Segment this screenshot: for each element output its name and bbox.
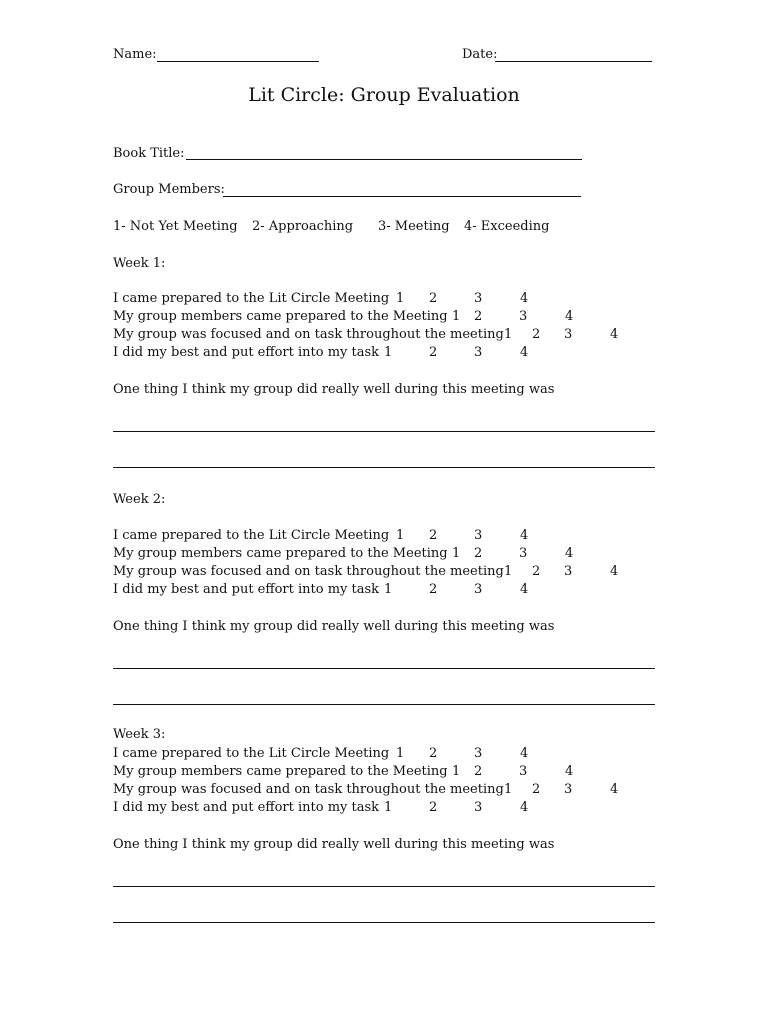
week-3-effort-rating-3[interactable]: 3 — [474, 800, 483, 815]
week-1-effort-rating-1[interactable]: 1 — [384, 345, 393, 360]
week-3-members-rating-2[interactable]: 2 — [474, 764, 483, 779]
week-1-prepared-rating-3[interactable]: 3 — [474, 291, 483, 306]
week-1-focused-rating-4[interactable]: 4 — [610, 327, 619, 342]
week-2-statement-effort: I did my best and put effort into my task — [113, 582, 380, 597]
week-3-answer-line-2[interactable] — [113, 922, 655, 923]
week-3-prepared-rating-4[interactable]: 4 — [520, 746, 529, 761]
week-1-focused-rating-2[interactable]: 2 — [532, 327, 541, 342]
week-2-label: Week 2: — [113, 492, 166, 507]
week-1-members-rating-1[interactable]: 1 — [452, 309, 461, 324]
week-3-statement-members: My group members came prepared to the Meeting — [113, 764, 448, 779]
group-members-label: Group Members: — [113, 182, 225, 197]
week-3-effort-rating-1[interactable]: 1 — [384, 800, 393, 815]
week-2-prepared-rating-2[interactable]: 2 — [429, 528, 438, 543]
week-2-prompt: One thing I think my group did really well during this meeting was — [113, 619, 555, 634]
week-2-statement-members: My group members came prepared to the Meeting — [113, 546, 448, 561]
name-blank[interactable] — [157, 61, 319, 62]
week-2-members-rating-2[interactable]: 2 — [474, 546, 483, 561]
week-1-label: Week 1: — [113, 256, 166, 271]
page-title: Lit Circle: Group Evaluation — [248, 84, 520, 106]
week-3-focused-rating-3[interactable]: 3 — [564, 782, 573, 797]
week-2-focused-rating-3[interactable]: 3 — [564, 564, 573, 579]
week-3-statement-effort: I did my best and put effort into my task — [113, 800, 380, 815]
week-3-prompt: One thing I think my group did really well during this meeting was — [113, 837, 555, 852]
week-1-answer-line-1[interactable] — [113, 431, 655, 432]
scale-exceeding: 4- Exceeding — [464, 219, 550, 234]
scale-meeting: 3- Meeting — [378, 219, 450, 234]
week-1-members-rating-3[interactable]: 3 — [519, 309, 528, 324]
week-3-members-rating-1[interactable]: 1 — [452, 764, 461, 779]
week-2-statement-focused: My group was focused and on task throughout the meeting — [113, 564, 504, 579]
week-3-statement-focused: My group was focused and on task throughout the meeting — [113, 782, 504, 797]
week-1-statement-focused: My group was focused and on task throughout the meeting — [113, 327, 504, 342]
book-title-blank[interactable] — [186, 159, 582, 160]
week-3-label: Week 3: — [113, 727, 166, 742]
week-2-statement-prepared: I came prepared to the Lit Circle Meeting — [113, 528, 390, 543]
week-2-effort-rating-3[interactable]: 3 — [474, 582, 483, 597]
book-title-label: Book Title: — [113, 146, 185, 161]
week-2-members-rating-1[interactable]: 1 — [452, 546, 461, 561]
week-1-effort-rating-2[interactable]: 2 — [429, 345, 438, 360]
week-2-members-rating-3[interactable]: 3 — [519, 546, 528, 561]
week-1-prepared-rating-4[interactable]: 4 — [520, 291, 529, 306]
date-blank[interactable] — [495, 61, 652, 62]
week-1-focused-rating-3[interactable]: 3 — [564, 327, 573, 342]
week-1-statement-effort: I did my best and put effort into my task — [113, 345, 380, 360]
name-label: Name: — [113, 47, 157, 62]
week-3-members-rating-4[interactable]: 4 — [565, 764, 574, 779]
week-2-focused-rating-1[interactable]: 1 — [504, 564, 513, 579]
week-3-focused-rating-1[interactable]: 1 — [504, 782, 513, 797]
week-1-prepared-rating-1[interactable]: 1 — [396, 291, 405, 306]
week-1-prompt: One thing I think my group did really well during this meeting was — [113, 382, 555, 397]
week-1-members-rating-4[interactable]: 4 — [565, 309, 574, 324]
week-3-members-rating-3[interactable]: 3 — [519, 764, 528, 779]
week-3-statement-prepared: I came prepared to the Lit Circle Meeting — [113, 746, 390, 761]
week-2-members-rating-4[interactable]: 4 — [565, 546, 574, 561]
week-2-prepared-rating-4[interactable]: 4 — [520, 528, 529, 543]
week-3-effort-rating-4[interactable]: 4 — [520, 800, 529, 815]
week-1-statement-prepared: I came prepared to the Lit Circle Meeting — [113, 291, 390, 306]
week-1-prepared-rating-2[interactable]: 2 — [429, 291, 438, 306]
week-2-focused-rating-4[interactable]: 4 — [610, 564, 619, 579]
scale-not-yet-meeting: 1- Not Yet Meeting — [113, 219, 238, 234]
week-3-focused-rating-2[interactable]: 2 — [532, 782, 541, 797]
scale-approaching: 2- Approaching — [252, 219, 354, 234]
week-3-prepared-rating-1[interactable]: 1 — [396, 746, 405, 761]
week-2-effort-rating-4[interactable]: 4 — [520, 582, 529, 597]
week-2-focused-rating-2[interactable]: 2 — [532, 564, 541, 579]
week-2-prepared-rating-1[interactable]: 1 — [396, 528, 405, 543]
week-3-focused-rating-4[interactable]: 4 — [610, 782, 619, 797]
week-1-statement-members: My group members came prepared to the Meeting — [113, 309, 448, 324]
date-label: Date: — [462, 47, 498, 62]
week-3-effort-rating-2[interactable]: 2 — [429, 800, 438, 815]
week-2-answer-line-2[interactable] — [113, 704, 655, 705]
week-1-focused-rating-1[interactable]: 1 — [504, 327, 513, 342]
group-members-blank[interactable] — [223, 196, 581, 197]
week-3-answer-line-1[interactable] — [113, 886, 655, 887]
week-1-members-rating-2[interactable]: 2 — [474, 309, 483, 324]
week-1-answer-line-2[interactable] — [113, 467, 655, 468]
week-2-answer-line-1[interactable] — [113, 668, 655, 669]
week-2-effort-rating-2[interactable]: 2 — [429, 582, 438, 597]
week-3-prepared-rating-3[interactable]: 3 — [474, 746, 483, 761]
week-1-effort-rating-4[interactable]: 4 — [520, 345, 529, 360]
week-2-effort-rating-1[interactable]: 1 — [384, 582, 393, 597]
week-3-prepared-rating-2[interactable]: 2 — [429, 746, 438, 761]
week-1-effort-rating-3[interactable]: 3 — [474, 345, 483, 360]
week-2-prepared-rating-3[interactable]: 3 — [474, 528, 483, 543]
